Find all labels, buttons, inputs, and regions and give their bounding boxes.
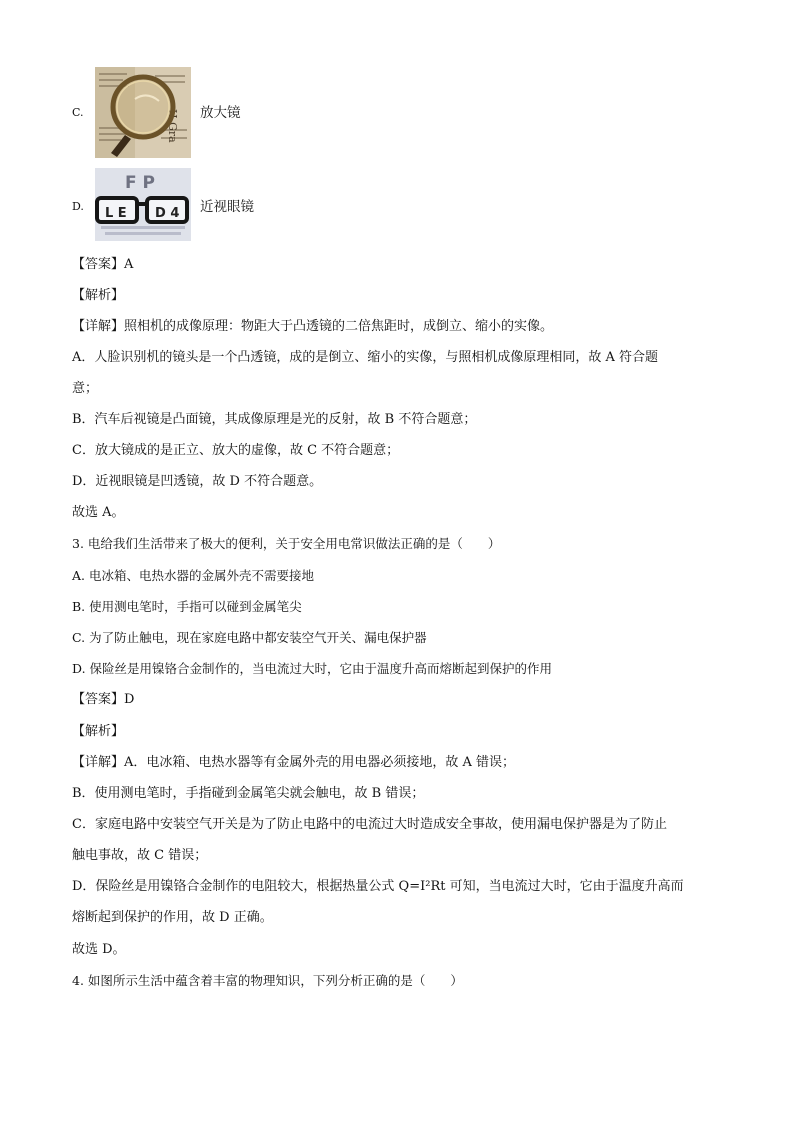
q3-analysis-heading: 【解析】 <box>72 724 125 739</box>
q2-detail-line: A．人脸识别机的镜头是一个凸透镜，成的是倒立、缩小的实像，与照相机成像原理相同，故 A 符合题 <box>72 350 659 365</box>
q2-detail-line: B．汽车后视镜是凸面镜，其成像原理是光的反射，故 B 不符合题意； <box>72 412 477 427</box>
q3-detail-line: 熔断起到保护的作用，故 D 正确。 <box>72 910 273 925</box>
q3-option-c: C. 为了防止触电，现在家庭电路中都安装空气开关、漏电保护器 <box>72 630 427 645</box>
q3-option-d: D. 保险丝是用镍铬合金制作的，当电流过大时，它由于温度升高而熔断起到保护的作用 <box>72 661 553 676</box>
q3-detail-line: D．保险丝是用镍铬合金制作的电阻较大，根据热量公式 Q=I²Rt 可知，当电流过大时，它由于温度升高而 <box>72 879 684 894</box>
q3-detail-line: 触电事故，故 C 错误； <box>72 848 208 863</box>
q3-detail-line: 【详解】A．电冰箱、电热水器等有金属外壳的用电器必须接地，故 A 错误； <box>72 755 516 770</box>
option-c-label: 放大镜 <box>200 105 241 121</box>
q2-detail-line: D．近视眼镜是凹透镜，故 D 不符合题意。 <box>72 474 323 489</box>
chart-letters-top: F P <box>125 173 155 193</box>
q2-detail-line: C．放大镜成的是正立、放大的虚像，故 C 不符合题意； <box>72 443 400 458</box>
option-d-letter: D. <box>72 200 84 213</box>
q2-analysis-heading: 【解析】 <box>72 288 125 303</box>
option-c-letter: C. <box>72 106 84 119</box>
q3-detail-line: 故选 D。 <box>72 942 126 957</box>
q3-stem: 3. 电给我们生活带来了极大的便利，关于安全用电常识做法正确的是（ ） <box>72 536 501 551</box>
q3-option-b: B. 使用测电笔时，手指可以碰到金属笔尖 <box>72 599 302 614</box>
q4-stem: 4. 如图所示生活中蕴含着丰富的物理知识，下列分析正确的是（ ） <box>72 973 463 988</box>
glasses-eye-chart-icon <box>95 168 191 241</box>
svg-text:H.Gra: H.Gra <box>166 109 179 143</box>
magnifying-glass-icon <box>95 67 191 158</box>
q3-detail-line: B．使用测电笔时，手指碰到金属笔尖就会触电，故 B 错误； <box>72 786 425 801</box>
chart-letters-right: D 4 <box>155 206 180 221</box>
q2-detail-line: 故选 A。 <box>72 505 125 520</box>
q3-option-a: A. 电冰箱、电热水器的金属外壳不需要接地 <box>72 568 314 583</box>
q2-answer: 【答案】A <box>72 257 134 272</box>
q3-detail-line: C．家庭电路中安装空气开关是为了防止电路中的电流过大时造成安全事故，使用漏电保护器是为了防止 <box>72 817 667 832</box>
q2-detail-line: 意； <box>72 381 99 396</box>
q3-answer: 【答案】D <box>72 692 135 707</box>
q2-detail-line: 【详解】照相机的成像原理：物距大于凸透镜的二倍焦距时，成倒立、缩小的实像。 <box>72 319 554 334</box>
option-d-label: 近视眼镜 <box>200 199 254 215</box>
chart-letters-left: L E <box>105 206 127 221</box>
